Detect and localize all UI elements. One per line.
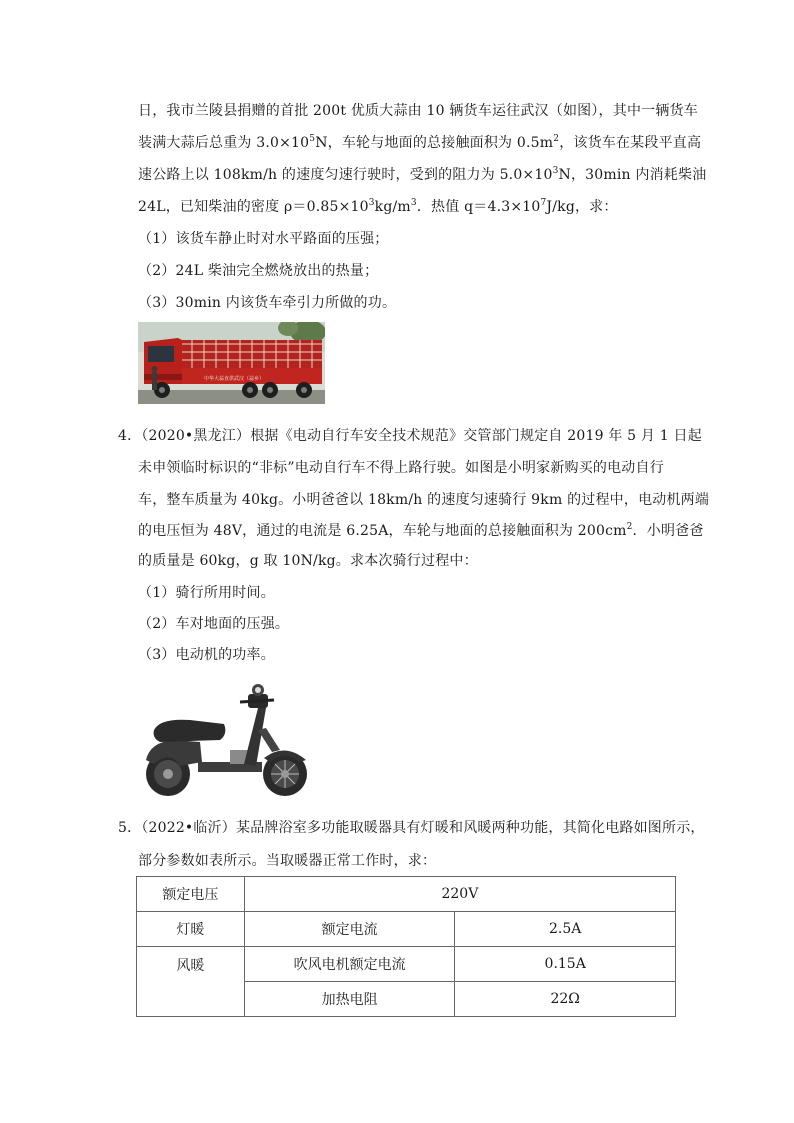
table-cell: 额定电流 <box>244 912 455 947</box>
q5-line-2: 部分参数如表所示。当取暖器正常工作时，求： <box>138 853 437 869</box>
q3-line-4: 24L，已知柴油的密度 $\rho=0.85\times 10^3kg/m^3$．热值 $q=4.3\times 10^7J/kg$，求： <box>138 198 618 215</box>
q3-subquestion-2: （2）24L 柴油完全燃烧放出的热量； <box>138 263 379 279</box>
q4-line-2: 未申领临时标识的“非标”电动自行车不得上路行驶。如图是小明家新购买的电动自行 <box>138 460 664 476</box>
table-cell: 220V <box>244 877 675 912</box>
q4-subquestion-2: （2）车对地面的压强。 <box>138 616 290 632</box>
q5-line-1: 5．（2022•临沂）某品牌浴室多功能取暖器具有灯暖和风暖两种功能，其简化电路如图所示， <box>118 820 705 836</box>
table-cell: 风暖 <box>137 947 245 1017</box>
table-cell: 22Ω <box>455 982 676 1017</box>
q4-line-1: 4．（2020•黑龙江）根据《电动自行车安全技术规范》交管部门规定自 2019 年 5 月 1 日起 <box>118 428 702 444</box>
q3-subquestion-3: （3）30min 内该货车牵引力所做的功。 <box>138 295 397 311</box>
q3-line-3: 速公路上以 108km/h 的速度匀速行驶时，受到的阻力为 $5.0\times 10^3N$，30min 内消耗柴油 <box>138 166 707 183</box>
table-cell: 0.15A <box>455 947 676 982</box>
electric-bike-image <box>140 680 312 804</box>
table-cell: 额定电压 <box>137 877 245 912</box>
q4-subquestion-1: （1）骑行所用时间。 <box>138 585 275 601</box>
q4-line-4: 的电压恒为 48V，通过的电流是 6.25A，车轮与地面的总接触面积为 $200cm^2$．小明爸爸 <box>138 522 704 539</box>
table-cell: 吹风电机额定电流 <box>244 947 455 982</box>
q4-line-3: 车，整车质量为 40kg。小明爸爸以 18km/h 的速度匀速骑行 9km 的过程中，电动机两端 <box>138 492 710 508</box>
table-row <box>137 947 676 982</box>
table-row <box>137 877 676 912</box>
table-row <box>137 912 676 947</box>
q3-subquestion-1: （1）该货车静止时对水平路面的压强； <box>138 231 389 247</box>
truck-sign-text: 中华大蒜直供武汉（蒜乡） <box>204 376 265 382</box>
truck-image <box>138 322 325 404</box>
table-cell: 2.5A <box>455 912 676 947</box>
q3-line-1: 日，我市兰陵县捐赠的首批 200t 优质大蒜由 10 辆货车运往武汉（如图），其中一辆货车 <box>138 103 698 119</box>
q3-line-2: 装满大蒜后总重为 $3.0\times 10^5N$，车轮与地面的总接触面积为 $0.5m^2$，该货车在某段平直高 <box>138 134 702 151</box>
q4-subquestion-3: （3）电动机的功率。 <box>138 647 275 663</box>
table-cell: 加热电阻 <box>244 982 455 1017</box>
q4-line-5: 的质量是 60kg，g 取 10N/kg。求本次骑行过程中： <box>138 553 478 569</box>
parameter-table <box>136 876 676 1017</box>
table-cell: 灯暖 <box>137 912 245 947</box>
